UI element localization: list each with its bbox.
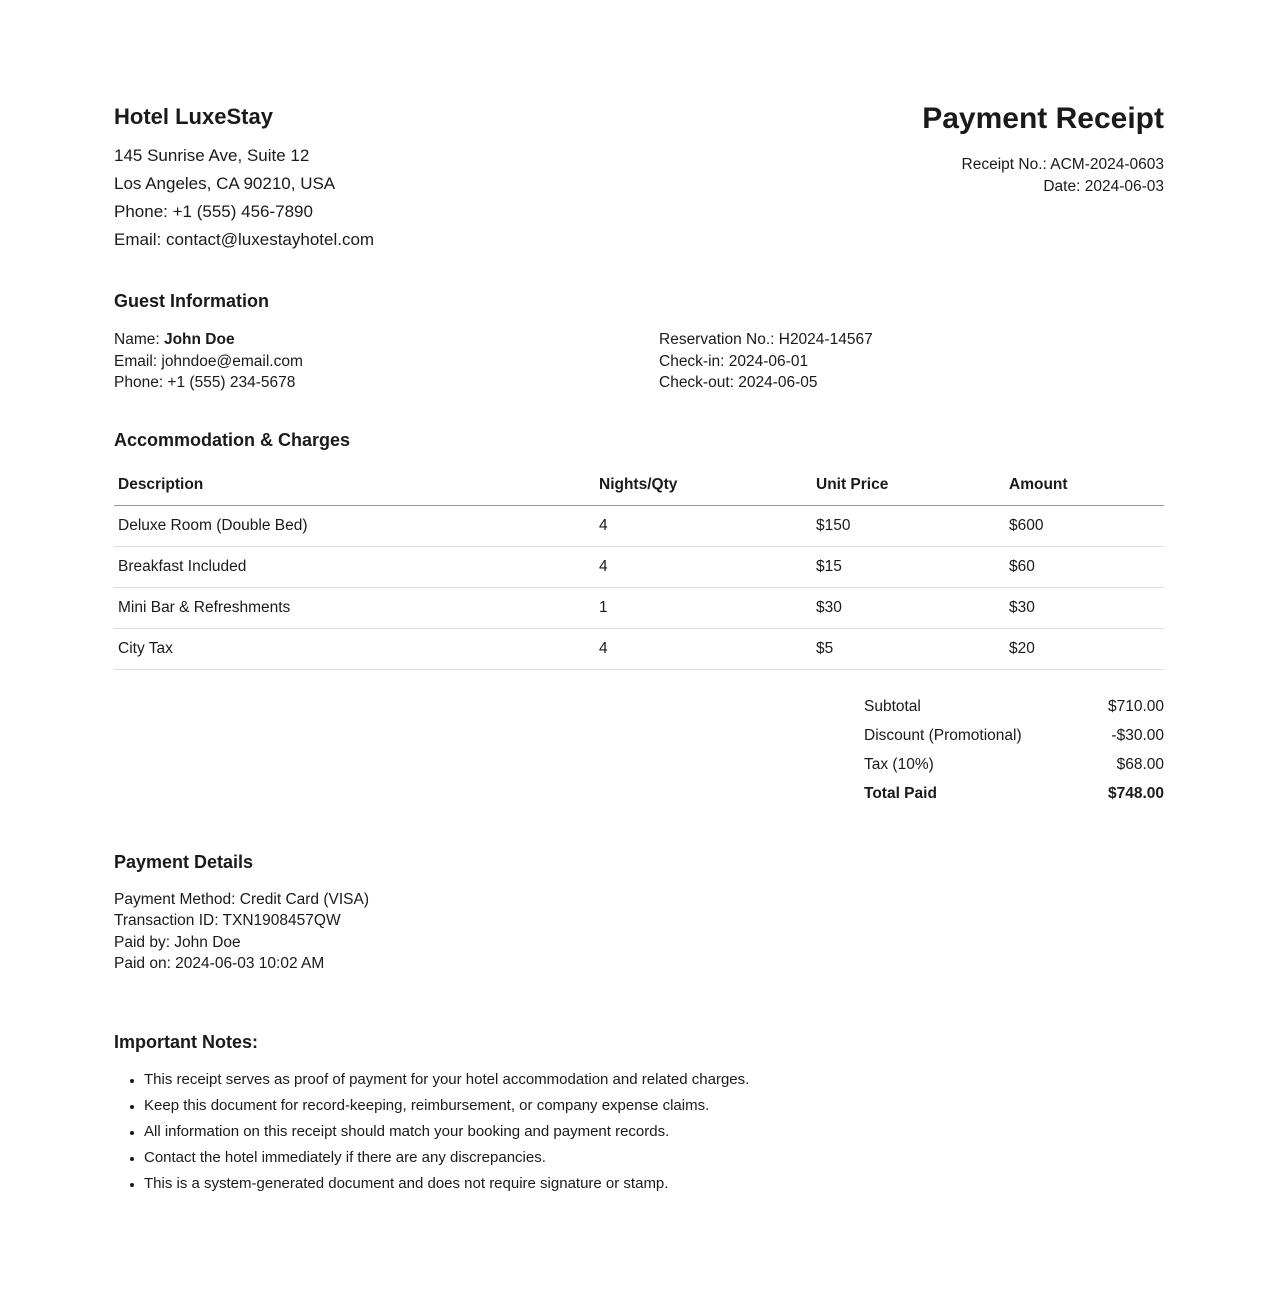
row-unit-price: $5 (812, 628, 1005, 669)
list-item: • Contact the hotel immediately if there are any discrepancies. (144, 1150, 1164, 1165)
reservation-number-line: Reservation No.: H2024-14567 (659, 331, 873, 348)
guest-information-section (114, 291, 1164, 394)
subtotal-label: Subtotal (864, 697, 921, 715)
row-description: City Tax (114, 628, 595, 669)
paid-on-line: Paid on: 2024-06-03 10:02 AM (114, 955, 325, 972)
row-amount: $20 (1005, 628, 1164, 669)
column-header-amount: Amount (1005, 465, 1164, 506)
important-notes-section (114, 1032, 1164, 1191)
list-item: • This receipt serves as proof of payment for your hotel accommodation and related charges. (144, 1072, 1164, 1087)
column-header-nights-qty: Nights/Qty (595, 465, 812, 506)
row-nights-qty: 4 (595, 628, 812, 669)
row-unit-price: $15 (812, 546, 1005, 587)
totals-block (864, 692, 1164, 808)
hotel-info-block (114, 104, 374, 254)
tax-row (864, 750, 1164, 779)
total-paid-value: $748.00 (1107, 784, 1164, 802)
discount-row (864, 721, 1164, 750)
receipt-meta-block (922, 104, 1164, 198)
row-description: Breakfast Included (114, 546, 595, 587)
hotel-name: Hotel LuxeStay (114, 104, 273, 129)
guest-name-label: Name: (114, 331, 164, 348)
important-notes-list (114, 1072, 1164, 1191)
paid-by-line: Paid by: John Doe (114, 933, 241, 951)
discount-value: -$30.00 (1111, 726, 1164, 744)
hotel-address-line1: 145 Sunrise Ave, Suite 12 (114, 146, 310, 165)
table-row (114, 628, 1164, 669)
list-item: • All information on this receipt should match your booking and payment records. (144, 1124, 1164, 1139)
column-header-description: Description (114, 465, 595, 506)
discount-label: Discount (Promotional) (864, 726, 1022, 744)
row-description: Deluxe Room (Double Bed) (114, 505, 595, 546)
row-description: Mini Bar & Refreshments (114, 587, 595, 628)
hotel-phone: Phone: +1 (555) 456-7890 (114, 202, 313, 221)
payment-details-heading: Payment Details (114, 851, 254, 872)
column-header-unit-price: Unit Price (812, 465, 1005, 506)
row-nights-qty: 4 (595, 546, 812, 587)
payment-details-section (114, 852, 1164, 975)
guest-info-left-column (114, 329, 659, 394)
check-out-line: Check-out: 2024-06-05 (659, 374, 818, 391)
total-paid-label: Total Paid (864, 784, 937, 802)
row-unit-price: $150 (812, 505, 1005, 546)
subtotal-value: $710.00 (1107, 697, 1164, 715)
row-amount: $60 (1005, 546, 1164, 587)
row-unit-price: $30 (812, 587, 1005, 628)
guest-info-right-column (659, 329, 873, 394)
hotel-email: Email: contact@luxestayhotel.com (114, 230, 375, 249)
list-item: • This is a system-generated document and does not require signature or stamp. (144, 1176, 1164, 1191)
table-row (114, 546, 1164, 587)
payment-details-lines (114, 889, 1164, 975)
row-amount: $30 (1005, 587, 1164, 628)
guest-information-grid (114, 329, 1164, 394)
row-amount: $600 (1005, 505, 1164, 546)
check-in-line: Check-in: 2024-06-01 (659, 352, 809, 370)
list-item: • Keep this document for record-keeping, reimbursement, or company expense claims. (144, 1098, 1164, 1113)
tax-value: $68.00 (1116, 755, 1164, 773)
row-nights-qty: 1 (595, 587, 812, 628)
receipt-date: Date: 2024-06-03 (1043, 178, 1164, 195)
guest-name-line (114, 329, 659, 351)
total-paid-row (864, 779, 1164, 808)
receipt-number: Receipt No.: ACM-2024-0603 (961, 156, 1164, 173)
table-row (114, 505, 1164, 546)
charges-heading: Accommodation & Charges (114, 429, 351, 450)
tax-label: Tax (10%) (864, 755, 934, 773)
guest-name-value: John Doe (163, 331, 235, 348)
payment-method-line: Payment Method: Credit Card (VISA) (114, 890, 369, 908)
charges-table (114, 465, 1164, 670)
guest-information-heading: Guest Information (114, 291, 270, 311)
guest-phone-line: Phone: +1 (555) 234-5678 (114, 374, 296, 391)
charges-section (114, 430, 1164, 808)
important-notes-heading: Important Notes: (114, 1031, 258, 1052)
subtotal-row (864, 692, 1164, 721)
receipt-document (114, 0, 1164, 1191)
guest-email-line: Email: johndoe@email.com (114, 352, 303, 370)
hotel-address-line2: Los Angeles, CA 90210, USA (114, 174, 336, 193)
table-row (114, 587, 1164, 628)
transaction-id-line: Transaction ID: TXN1908457QW (114, 912, 341, 929)
page-title: Payment Receipt (922, 102, 1164, 135)
row-nights-qty: 4 (595, 505, 812, 546)
charges-header-row (114, 465, 1164, 506)
receipt-header (114, 104, 1164, 254)
